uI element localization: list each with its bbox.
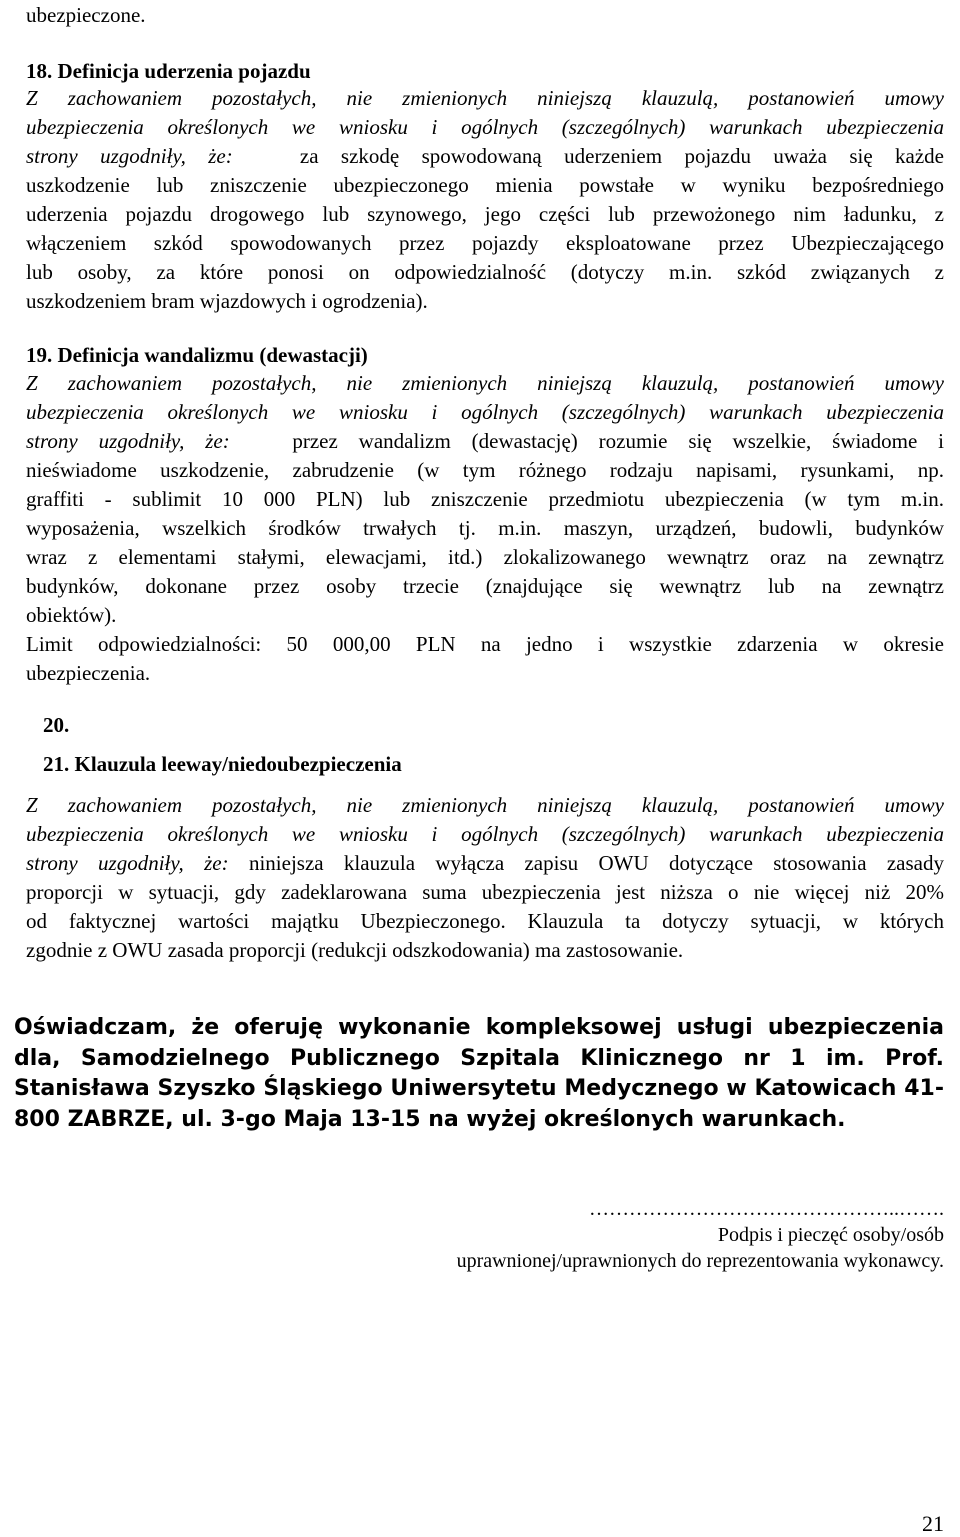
section-19-line: [26, 426, 944, 456]
signature-dots: ………………………………………..…….: [589, 1198, 944, 1220]
section-19-heading: [26, 340, 368, 370]
section-18-title: Definicja uderzenia pojazdu: [57, 59, 311, 83]
section-18-line: włączeniem szkód spowodowanych przez pojazdy eksploatowane przez Ubezpieczającego: [26, 231, 944, 255]
top-fragment: ubezpieczone.: [26, 3, 146, 27]
section-19-line: Z zachowaniem pozostałych, nie zmienionych niniejszą klauzulą, postanowień umowy: [26, 371, 944, 395]
declaration-line: Samodzielnego Publicznego Szpitala Klinicznego nr 1 im. Prof. Stanisława: [14, 1045, 944, 1101]
section-19-line: wraz z elementami stałymi, elewacjami, itd.) zlokalizowanego wewnątrz oraz na zewnątrz: [26, 545, 944, 569]
section-21-agreed: strony uzgodniły, że:: [26, 851, 229, 875]
section-19-agreed: strony uzgodniły, że:: [26, 429, 230, 453]
section-18-line: lub osoby, za które ponosi on odpowiedzialność (dotyczy m.in. szkód związanych z: [26, 260, 944, 284]
section-18-line: ubezpieczenia określonych we wniosku i ogólnych (szczególnych) warunkach ubezpieczenia: [26, 115, 944, 139]
section-18-line: [26, 141, 944, 171]
signature-caption: Podpis i pieczęć osoby/osób: [717, 1224, 944, 1246]
section-18-line: uderzenia pojazdu drogowego lub szynowego, jego części lub przewożonego nim ładunku, z: [26, 202, 944, 226]
section-19-line: obiektów).: [26, 603, 117, 627]
section-18-number: 18.: [26, 59, 53, 83]
section-21-number: 21.: [43, 752, 70, 776]
declaration-line: Szyszko Śląskiego Uniwersytetu Medycznego w Katowicach 41-800 ZABRZE,: [14, 1076, 944, 1132]
section-19-limit: ubezpieczenia.: [26, 661, 151, 685]
section-18-line: Z zachowaniem pozostałych, nie zmienionych niniejszą klauzulą, postanowień umowy: [26, 86, 944, 110]
section-19-line: budynków, dokonane przez osoby trzecie (znajdujące się wewnątrz lub na zewnątrz: [26, 574, 944, 598]
section-19-line: nieświadome uszkodzenie, zabrudzenie (w tym różnego rodzaju napisami, rysunkami, np.: [26, 458, 944, 482]
section-19-line: ubezpieczenia określonych we wniosku i ogólnych (szczególnych) warunkach ubezpieczenia: [26, 400, 944, 424]
section-19-line: wyposażenia, wszelkich środków trwałych tj. m.in. maszyn, urządzeń, budowli, budynków: [26, 516, 944, 540]
section-21-heading: [43, 749, 402, 779]
section-21-line: [26, 848, 944, 878]
section-18-line: uszkodzenie lub zniszczenie ubezpieczonego mienia powstałe w wyniku bezpośredniego: [26, 173, 944, 197]
section-18-agreed: strony uzgodniły, że:: [26, 144, 233, 168]
section-18-heading: [26, 56, 311, 86]
page-number: 21: [922, 1511, 944, 1536]
declaration-line: Oświadczam, że oferuję wykonanie kompleksowej usługi ubezpieczenia dla,: [14, 1015, 944, 1071]
signature-caption: uprawnionej/uprawnionych do reprezentowania wykonawcy.: [456, 1250, 944, 1272]
declaration-line: ul. 3-go Maja 13-15 na wyżej określonych warunkach.: [181, 1106, 846, 1132]
section-21-line: proporcji w sytuacji, gdy zadeklarowana suma ubezpieczenia jest niższa o nie więcej niż 20%: [26, 880, 944, 904]
section-21-line: Z zachowaniem pozostałych, nie zmienionych niniejszą klauzulą, postanowień umowy: [26, 793, 944, 817]
section-20-number: 20.: [43, 713, 70, 737]
section-21-line: zgodnie z OWU zasada proporcji (redukcji odszkodowania) ma zastosowanie.: [26, 938, 684, 962]
section-19-text: przez wandalizm (dewastację) rozumie się wszelkie, świadome i: [292, 429, 944, 453]
section-18-text: za szkodę spowodowaną uderzeniem pojazdu uważa się każde: [299, 144, 945, 168]
section-21-text: niniejsza klauzula wyłącza zapisu OWU dotyczące stosowania zasady: [248, 851, 944, 875]
section-19-line: graffiti - sublimit 10 000 PLN) lub zniszczenie przedmiotu ubezpieczenia (w tym m.in.: [26, 487, 944, 511]
section-19-title: Definicja wandalizmu (dewastacji): [57, 343, 368, 367]
section-21-line: ubezpieczenia określonych we wniosku i ogólnych (szczególnych) warunkach ubezpieczenia: [26, 822, 944, 846]
declaration: [14, 1013, 944, 1135]
section-21-line: od faktycznej wartości majątku Ubezpieczonego. Klauzula ta dotyczy sytuacji, w których: [26, 909, 944, 933]
section-21-title: Klauzula leeway/niedoubezpieczenia: [74, 752, 402, 776]
section-19-limit: Limit odpowiedzialności: 50 000,00 PLN na jedno i wszystkie zdarzenia w okresie: [26, 632, 944, 656]
section-18-line: uszkodzeniem bram wjazdowych i ogrodzenia).: [26, 289, 428, 313]
section-19-number: 19.: [26, 343, 53, 367]
